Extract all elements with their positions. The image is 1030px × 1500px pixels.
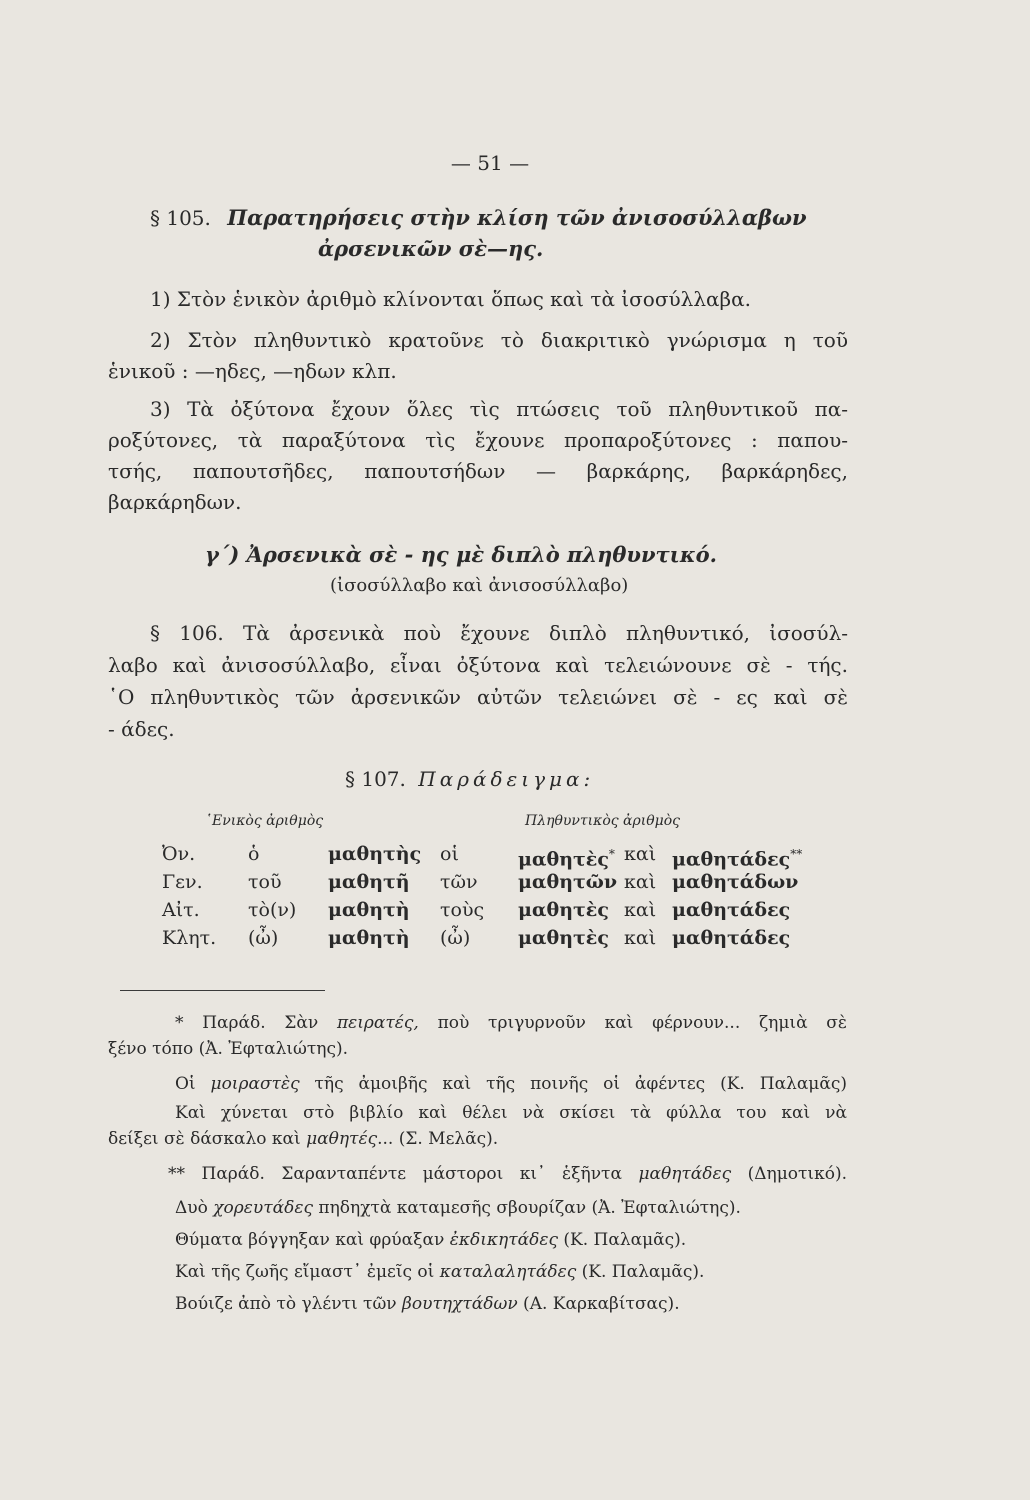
paradigm-cell-and: καὶ — [624, 899, 657, 921]
footnote-text: Βούιζε ἀπὸ τὸ γλέντι τῶν — [175, 1294, 403, 1314]
paradigm-cell-art-pl: οἱ — [440, 843, 459, 865]
paradigm-cell-case: Κλητ. — [162, 927, 217, 949]
paradigm-cell-pl1: μαθητὲς* — [518, 847, 615, 871]
footnote-text: Θύματα βόγγηξαν καὶ φρύαξαν — [175, 1230, 450, 1250]
paradigm-cell-art-sg: τὸ(ν) — [248, 899, 297, 921]
footnote-text: (Κ. Παλαμᾶς). — [558, 1230, 687, 1250]
paradigm-header-singular: ῾Ενικὸς ἀριθμὸς — [205, 813, 324, 829]
paradigm-cell-sg: μαθητὴς — [328, 843, 422, 865]
footnote-text: ποὺ τριγυρνοῦν καὶ φέρνουν... ζημιὰ σὲ — [418, 1013, 848, 1033]
footnote-cited-word: ἐκδικητάδες — [449, 1230, 558, 1250]
section-106-line-4: - άδες. — [108, 717, 175, 741]
footnote-text: δείξει σὲ δάσκαλο καὶ — [108, 1129, 307, 1149]
paradigm-cell-sg: μαθητὴ — [328, 899, 410, 921]
footnote-rule — [120, 990, 325, 991]
paradigm-cell-art-sg: τοῦ — [248, 871, 282, 893]
body-line-6: τσής, παπουτσῆδες, παπουτσήδων — βαρκάρης, βαρκάρηδες, — [108, 459, 848, 483]
paradigm-cell-art-sg: (ὦ) — [248, 927, 279, 949]
footnote-line — [175, 1073, 847, 1095]
footnote-text: ** Παράδ. Σαρανταπέντε μάστοροι κι᾿ ἑξῆντα — [168, 1164, 639, 1184]
footnote-line — [108, 1128, 498, 1150]
body-line-7: βαρκάρηδων. — [108, 490, 242, 514]
footnote-line — [175, 1229, 686, 1251]
footnote-text: Καὶ χύνεται στὸ βιβλίο καὶ θέλει νὰ σκίσει τὰ φύλλα του καὶ νὰ — [175, 1103, 847, 1123]
page-number: — 51 — — [450, 151, 530, 175]
footnote-line — [168, 1163, 847, 1185]
section-107-number: § 107. — [345, 767, 406, 791]
footnote-line — [175, 1197, 741, 1219]
paradigm-cell-art-sg: ὁ — [248, 843, 260, 865]
footnote-text: Καὶ τῆς ζωῆς εἴμαστ᾿ ἐμεῖς οἱ — [175, 1262, 440, 1282]
footnote-text: ξένο τόπο (Ἀ. Ἐφταλιώτης). — [108, 1039, 349, 1059]
footnote-cited-word: μαθητές — [306, 1129, 378, 1149]
footnote-text: (Κ. Παλαμᾶς). — [576, 1262, 705, 1282]
body-line-4: 3) Τὰ ὀξύτονα ἔχουν ὅλες τὶς πτώσεις τοῦ πληθυντικοῦ πα- — [150, 397, 848, 421]
footnote-text: τῆς ἀμοιβῆς καὶ τῆς ποινῆς οἱ ἀφέντες (Κ. Παλαμᾶς) — [299, 1074, 847, 1094]
footnote-text: (Δημοτικό). — [731, 1164, 847, 1184]
paradigm-cell-sg: μαθητῆ — [328, 871, 410, 893]
footnote-line — [175, 1012, 847, 1034]
section-105-title-line2: ἀρσενικῶν σὲ—ης. — [318, 236, 544, 261]
paradigm-cell-case: Αἰτ. — [162, 899, 200, 921]
paradigm-cell-case: Ὀν. — [162, 843, 196, 865]
section-107-title: Παράδειγμα: — [418, 767, 595, 791]
footnote-cited-word: χορευτάδες — [213, 1198, 314, 1218]
footnote-cited-word: μοιραστὲς — [210, 1074, 300, 1094]
footnote-text: Δυὸ — [175, 1198, 214, 1218]
section-105-heading — [150, 205, 807, 231]
section-106-line-1: § 106. Τὰ ἀρσενικὰ ποὺ ἔχουνε διπλὸ πληθυντικό, ἰσοσύλ- — [150, 621, 848, 645]
paradigm-cell-pl1: μαθητὲς — [518, 927, 609, 949]
section-105-title-line1: Παρατηρήσεις στὴν κλίση τῶν ἀνισοσύλλαβων — [227, 205, 807, 230]
paradigm-cell-pl2: μαθητάδες** — [672, 847, 803, 871]
paradigm-cell-case: Γεν. — [162, 871, 203, 893]
body-line-3: ἑνικοῦ : —ηδες, —ηδων κλπ. — [108, 359, 397, 383]
footnote-line — [175, 1102, 847, 1124]
footnote-text: * Παράδ. Σὰν — [175, 1013, 337, 1033]
body-line-5: ροξύτονες, τὰ παραξύτονα τὶς ἔχουνε προπαροξύτονες : παπου- — [108, 428, 848, 452]
paradigm-cell-pl2: μαθητάδες — [672, 927, 791, 949]
paradigm-cell-and: καὶ — [624, 871, 657, 893]
subsection-subtitle: (ἰσοσύλλαβο καὶ ἀνισοσύλλαβο) — [330, 575, 629, 596]
paradigm-cell-pl1: μαθητῶν — [518, 871, 618, 893]
subsection-title: γ΄) Ἀρσενικὰ σὲ - ης μὲ διπλὸ πληθυντικό. — [205, 542, 717, 567]
paradigm-cell-sg: μαθητὴ — [328, 927, 410, 949]
paradigm-header-plural: Πληθυντικὸς ἀριθμὸς — [525, 813, 681, 829]
footnote-cited-word: βουτηχτάδων — [402, 1294, 518, 1314]
footnote-text: πηδηχτὰ καταμεσῆς σβουρίζαν (Ἀ. Ἐφταλιώτης). — [313, 1198, 741, 1218]
section-106-line-2: λαβο καὶ ἀνισοσύλλαβο, εἶναι ὀξύτονα καὶ τελειώνουνε σὲ - τής. — [108, 653, 848, 677]
footnote-text: (Α. Καρκαβίτσας). — [517, 1294, 680, 1314]
paradigm-cell-pl2: μαθητάδες — [672, 899, 791, 921]
footnote-text: ... (Σ. Μελᾶς). — [377, 1129, 499, 1149]
section-105-number: § 105. — [150, 206, 211, 230]
body-line-1: 1) Στὸν ἑνικὸν ἀριθμὸ κλίνονται ὅπως καὶ τὰ ἰσοσύλλαβα. — [150, 287, 751, 311]
footnote-marker: * — [608, 847, 615, 861]
footnote-cited-word: καταλαλητάδες — [439, 1262, 577, 1282]
paradigm-cell-and: καὶ — [624, 927, 657, 949]
paradigm-cell-and: καὶ — [624, 843, 657, 865]
footnote-marker: ** — [790, 847, 803, 861]
paradigm-cell-art-pl: (ὦ) — [440, 927, 471, 949]
footnote-cited-word: μαθητάδες — [638, 1164, 732, 1184]
paradigm-cell-art-pl: τοὺς — [440, 899, 485, 921]
footnote-line — [108, 1038, 348, 1060]
paradigm-cell-art-pl: τῶν — [440, 871, 478, 893]
paradigm-cell-pl1: μαθητὲς — [518, 899, 609, 921]
body-line-2: 2) Στὸν πληθυντικὸ κρατοῦνε τὸ διακριτικὸ γνώρισμα η τοῦ — [150, 328, 848, 352]
footnote-line — [175, 1261, 704, 1283]
section-107-heading — [345, 766, 594, 792]
footnote-line — [175, 1293, 680, 1315]
section-106-line-3: ῾Ο πληθυντικὸς τῶν ἀρσενικῶν αὐτῶν τελειώνει σὲ - ες καὶ σὲ — [108, 685, 848, 709]
footnote-text: Οἱ — [175, 1074, 211, 1094]
footnote-cited-word: πειρατές, — [336, 1013, 419, 1033]
paradigm-cell-pl2: μαθητάδων — [672, 871, 799, 893]
